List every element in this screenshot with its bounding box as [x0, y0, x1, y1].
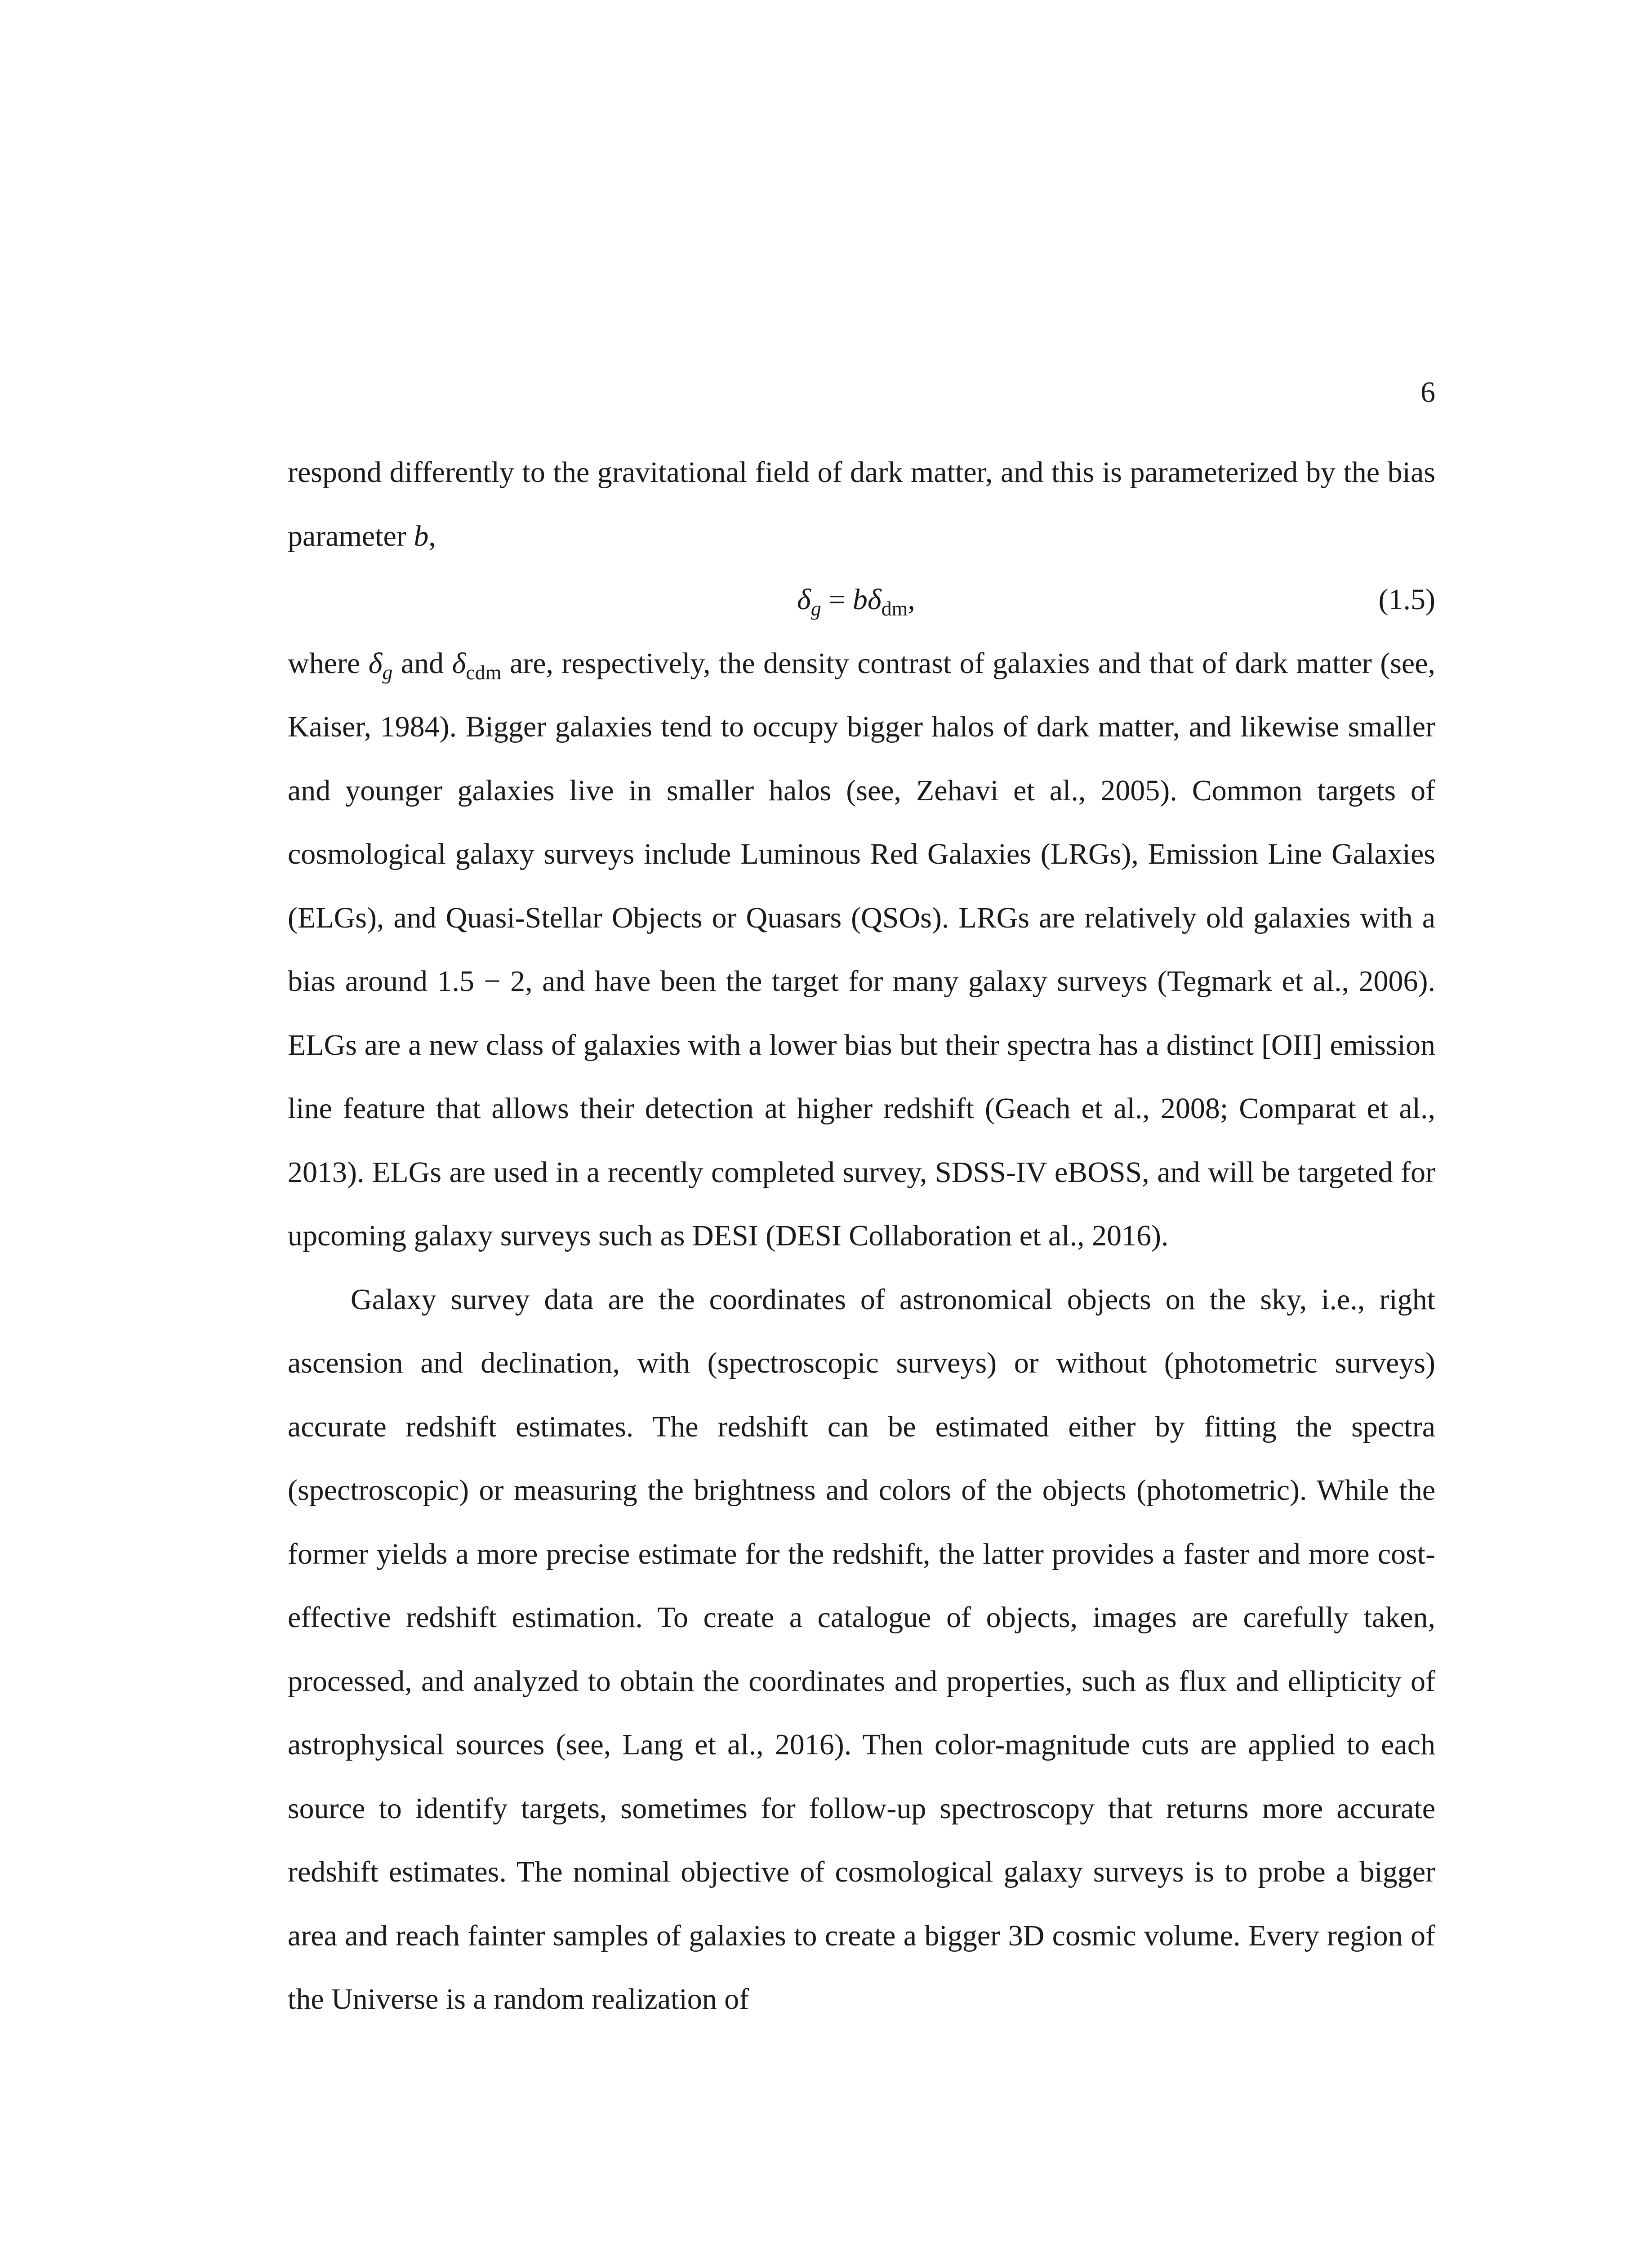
paragraph-bias-intro [288, 441, 1435, 568]
paragraph-bias-intro-comma: , [428, 519, 436, 553]
equation-comma: , [908, 583, 915, 616]
paragraph-bias-intro-text: respond differently to the gravitational field of dark matter, and this is parameterized by the bias parameter [288, 456, 1435, 553]
equation-body [797, 568, 915, 632]
delta-g-symbol: δ [797, 583, 811, 616]
paragraph-galaxy-targets-and: and [392, 647, 452, 680]
paragraph-galaxy-targets-text: are, respectively, the density contrast of galaxies and that of dark matter (see, Kaiser, 1984). Bigger galaxies tend to occupy bigger halos of dark matter, and likewise smaller and younger galaxies live in smaller halos (see, Zehavi et al., 2005). Common targets of cosmological galaxy surveys include Luminous Red Galaxies (LRGs), Emission Line Galaxies (ELGs), and Quasi-Stellar Objects or Quasars (QSOs). LRGs are relatively old galaxies with a bias around 1.5 − 2, and have been the target for many galaxy surveys (Tegmark et al., 2006). ELGs are a new class of galaxies with a lower bias but their spectra has a distinct [OII] emission line feature that allows their detection at higher redshift (Geach et al., 2008; Comparat et al., 2013). ELGs are used in a recently completed survey, SDSS-IV eBOSS, and will be targeted for upcoming galaxy surveys such as DESI (DESI Collaboration et al., 2016). [288, 647, 1435, 1252]
delta-dm-subscript: dm [881, 597, 908, 620]
delta-cdm-inline-symbol: δ [452, 647, 466, 680]
equals-sign: = [821, 583, 853, 616]
paragraph-survey-data: Galaxy survey data are the coordinates of astronomical objects on the sky, i.e., right ascension and declination, with (spectroscopic surveys) or without (photometric surveys) accurate redshift estimates. The redshift can be estimated either by fitting the spectra (spectroscopic) or measuring the brightness and colors of the objects (photometric). While the former yields a more precise estimate for the redshift, the latter provides a faster and more cost-effective redshift estimation. To create a catalogue of objects, images are carefully taken, processed, and analyzed to obtain the coordinates and properties, such as flux and ellipticity of astrophysical sources (see, Lang et al., 2016). Then color-magnitude cuts are applied to each source to identify targets, sometimes for follow-up spectroscopy that returns more accurate redshift estimates. The nominal objective of cosmological galaxy surveys is to probe a bigger area and reach fainter samples of galaxies to create a bigger 3D cosmic volume. Every region of the Universe is a random realization of [288, 1283, 1435, 2016]
page-number: 6 [1420, 376, 1435, 409]
delta-cdm-inline-subscript: cdm [466, 660, 502, 684]
delta-g-subscript: g [810, 597, 821, 620]
equation-number: (1.5) [1378, 583, 1435, 616]
paragraph-galaxy-targets [288, 632, 1435, 1268]
equation-1-5 [288, 568, 1435, 632]
bias-b-symbol: b [852, 583, 868, 616]
delta-g-inline-symbol: δ [368, 647, 383, 680]
body-text [288, 441, 1435, 2031]
delta-dm-symbol: δ [867, 583, 882, 616]
bias-symbol: b [414, 519, 429, 553]
delta-g-inline-subscript: g [382, 660, 393, 684]
paragraph-galaxy-targets-lead: where [288, 647, 369, 680]
